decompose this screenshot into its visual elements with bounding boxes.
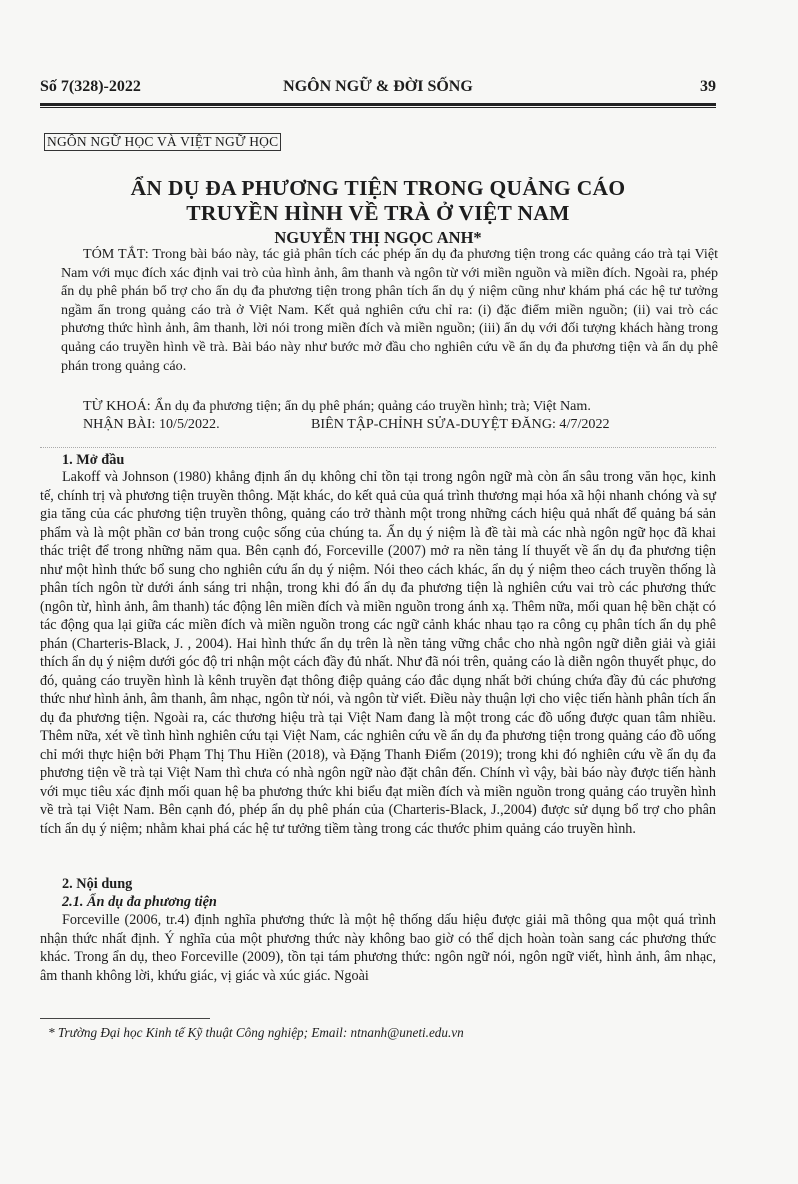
article-title-line2: TRUYỀN HÌNH VỀ TRÀ Ở VIỆT NAM — [186, 201, 570, 225]
intro-paragraph: Lakoff và Johnson (1980) khẳng định ẩn dụ không chỉ tồn tại trong ngôn ngữ mà còn ẩn sâu trong văn học, kinh tế, chính trị và phương tiện truyền thông. Mặt khác, do kết quả của quá trình thương mại hóa xã hội nhanh chóng và sự gia tăng của các phương tiện truyền thông, quảng cáo trở thành một trong những cách hiệu quả nhất để quảng bá sản phẩm và là một phần cơ bản trong cuộc sống của chúng ta. Ẩn dụ ý niệm là đề tài mà các nhà ngôn ngữ học đã khai thác triệt để trong những năm qua. Bên cạnh đó, Forceville (2007) mở ra nền tảng lí thuyết về ẩn dụ đa phương tiện như một hình thức bổ sung cho nghiên cứu ẩn dụ ý niệm. Nói theo cách khác, ẩn dụ ý niệm theo cách truyền thống là phân tích ngôn từ dưới ánh sáng tri nhận, trong khi đó ẩn dụ đa phương tiện là nghiên cứu vai trò các phương thức (ngôn từ, hình ảnh, âm thanh) tác động lên miền đích và miền nguồn trong ánh xạ. Thêm nữa, mối quan hệ bền chặt có tác động qua lại giữa các miền đích và miền nguồn trong các ngữ cảnh khác nhau tạo ra công cụ phân tích ẩn dụ phê phán (Charteris-Black, J. , 2004). Hai hình thức ẩn dụ trên là nền tảng vững chắc cho nhà ngôn ngữ diễn giải và giải thích ẩn dụ ý niệm dưới góc độ tri nhận một cách đầy đủ nhất. Như đã nói trên, quảng cáo là diễn ngôn thuyết phục, do đó, quảng cáo truyền hình là kênh truyền đạt thông điệp quảng cáo đắc dụng nhất bởi chúng chứa đầy đủ các phương thức như hình ảnh, âm thanh, âm nhạc, ngôn từ nói, và ngôn từ viết. Điều này thuận lợi cho việc tiến hành phân tích ẩn dụ đa phương tiện. Ngoài ra, các thương hiệu trà tại Việt Nam đang là một trong các đồ uống được quan tâm nhiều. Thêm nữa, xét về tình hình nghiên cứu tại Việt Nam, các nghiên cứu về ẩn dụ đa phương tiện trong quảng cáo đồ uống chỉ mới thực hiện bởi Phạm Thị Thu Hiền (2018), và Đặng Thanh Điểm (2019); trong khi đó nghiên cứu về ẩn dụ đa phương tiện về trà tại Việt Nam thì chưa có nhà ngôn ngữ nào đặt chân đến. Chính vì vậy, bài báo này được tiến hành với mục tiêu xác định mối quan hệ ba phương thức khi biểu đạt miền đích và miền nguồn trong quảng cáo truyền hình về trà tại Việt Nam. Bên cạnh đó, phép ẩn dụ phê phán của (Charteris-Black, J.,2004) được sử dụng bổ trợ cho phân tích ẩn dụ ý niệm; nhằm khai phá các hệ tư tưởng tiềm tàng trong các thước phim quảng cáo truyền hình. — [40, 469, 716, 837]
abstract: TÓM TẮT: Trong bài báo này, tác giả phân tích các phép ẩn dụ đa phương tiện trong các quảng cáo trà tại Việt Nam với mục đích xác định vai trò của hình ảnh, âm thanh và ngôn từ với miền nguồn và miền đích. Ngoài ra, phép ẩn dụ phê phán bổ trợ cho ẩn dụ đa phương tiện trong phân tích ẩn dụ ý niệm cũng như khám phá các hệ tư tưởng ngầm ẩn trong quảng cáo trà ở Việt Nam. Kết quả nghiên cứu chỉ ra: (i) đặc điểm miền nguồn; (ii) vai trò các phương thức hình ảnh, âm thanh, lời nói trong miền đích và miền nguồn; (iii) ẩn dụ với đối tượng khách hàng trong quảng cáo truyền hình về trà. Bài báo này như bước mở đầu cho nghiên cứu về ẩn dụ đa phương tiện và ẩn dụ phê phán trong quảng cáo. — [61, 246, 718, 374]
running-header — [40, 78, 716, 98]
journal-name: NGÔN NGỮ & ĐỜI SỐNG — [283, 78, 473, 95]
section-divider — [40, 447, 716, 448]
received-date: NHẬN BÀI: 10/5/2022. — [83, 416, 220, 432]
page-number: 39 — [700, 78, 716, 95]
section-heading-intro: 1. Mở đầu — [62, 452, 125, 468]
keywords: TỪ KHOÁ: Ẩn dụ đa phương tiện; ẩn dụ phê phán; quảng cáo truyền hình; trà; Việt Nam. — [83, 398, 591, 414]
content-paragraph: Forceville (2006, tr.4) định nghĩa phương thức là một hệ thống dấu hiệu được giải mã thông qua một quá trình nhận thức nhất định. Ý nghĩa của một phương thức này không bao giờ có thể dịch hoàn toàn sang các phương thức khác. Trong ẩn dụ, theo Forceville (2009), tồn tại tám phương thức: ngôn ngữ nói, ngôn ngữ viết, hình ảnh, âm nhạc, âm thanh không lời, khứu giác, vị giác và xúc giác. Ngoài — [40, 912, 716, 984]
issue-number: Số 7(328)-2022 — [40, 78, 141, 95]
subsection-heading: 2.1. Ẩn dụ đa phương tiện — [62, 894, 217, 910]
header-rule — [40, 103, 716, 108]
footnote-rule — [40, 1018, 210, 1019]
author-name: NGUYỄN THỊ NGỌC ANH* — [274, 228, 482, 247]
article-title-line1: ẨN DỤ ĐA PHƯƠNG TIỆN TRONG QUẢNG CÁO — [130, 176, 626, 200]
section-tag: NGÔN NGỮ HỌC VÀ VIỆT NGỮ HỌC — [44, 133, 281, 151]
edited-date: BIÊN TẬP-CHỈNH SỬA-DUYỆT ĐĂNG: 4/7/2022 — [311, 416, 610, 432]
section-heading-content: 2. Nội dung — [62, 876, 133, 892]
author-footnote: * Trường Đại học Kinh tế Kỹ thuật Công nghiệp; Email: ntnanh@uneti.edu.vn — [48, 1025, 464, 1040]
